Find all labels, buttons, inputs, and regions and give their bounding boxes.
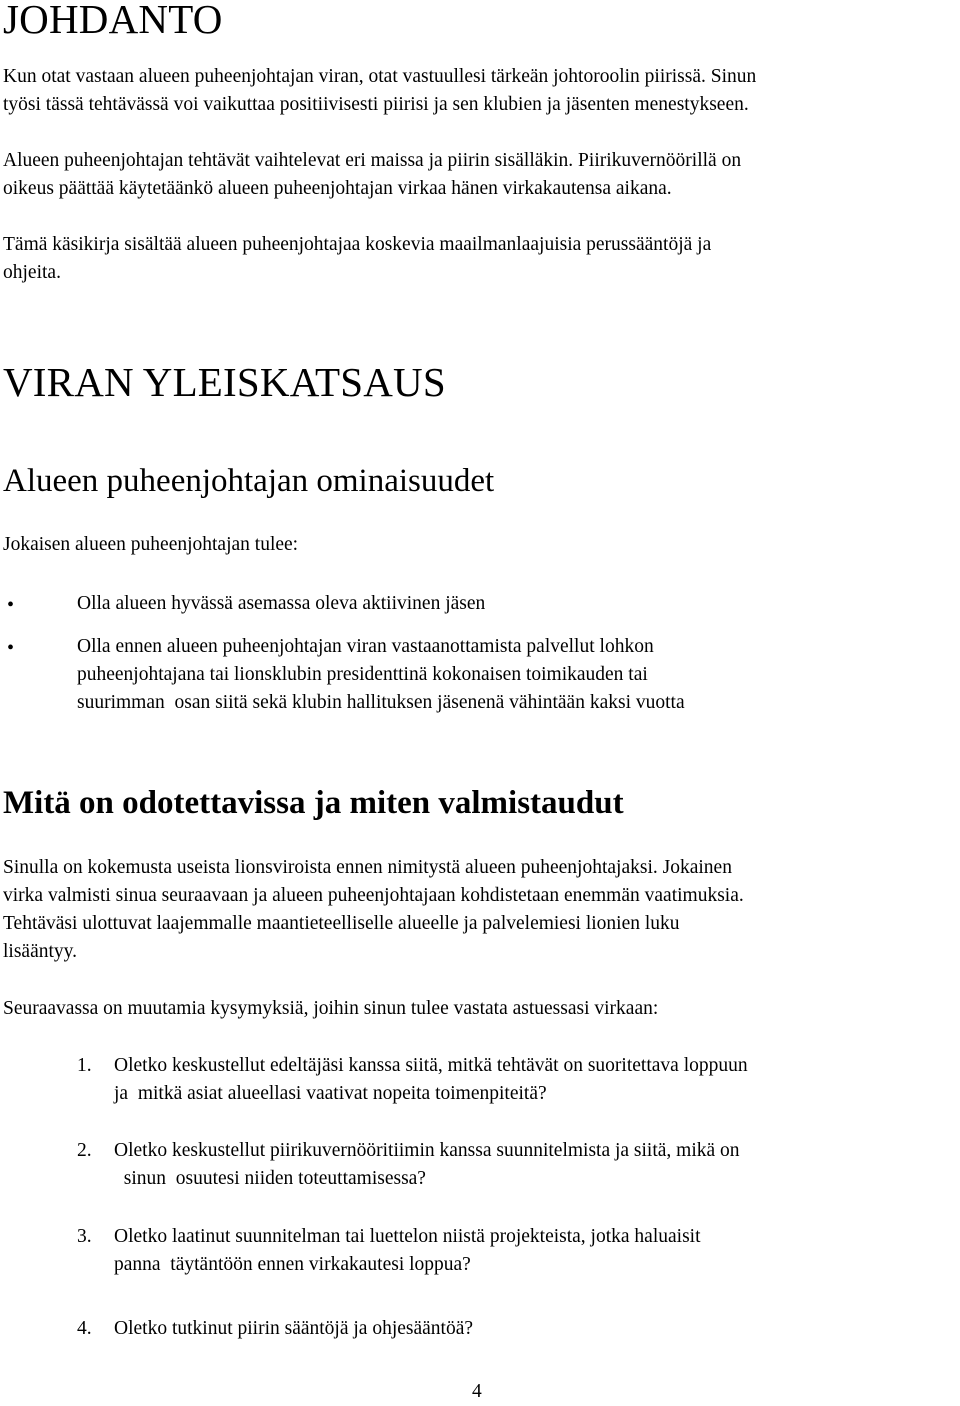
question-3-line-2: panna täytäntöön ennen virkakautesi loppua? — [114, 1254, 471, 1275]
intro-paragraph-3-line-2: ohjeita. — [3, 262, 61, 283]
subsection-heading-expectations: Mitä on odotettavissa ja miten valmistaudut — [3, 785, 624, 821]
question-2-line-2: sinun osuutesi niiden toteuttamisessa? — [114, 1168, 426, 1189]
intro-paragraph-1-line-2: työsi tässä tehtävässä voi vaikuttaa positiivisesti piirisi ja sen klubien ja jäsenten menestykseen. — [3, 94, 749, 115]
bullet-item-2-line-1: Olla ennen alueen puheenjohtajan viran vastaanottamista palvellut lohkon — [77, 636, 654, 657]
intro-paragraph-2-line-1: Alueen puheenjohtajan tehtävät vaihtelevat eri maissa ja piirin sisälläkin. Piirikuvernöörillä on — [3, 150, 742, 171]
expectations-paragraph-line-1: Sinulla on kokemusta useista lionsviroista ennen nimitystä alueen puheenjohtajaksi. Jokainen — [3, 857, 732, 878]
questions-lead: Seuraavassa on muutamia kysymyksiä, joihin sinun tulee vastata astuessasi virkaan: — [3, 998, 659, 1019]
expectations-paragraph-line-4: lisääntyy. — [3, 941, 78, 962]
bullet-item-1-line-1: Olla alueen hyvässä asemassa oleva aktiivinen jäsen — [77, 593, 486, 614]
question-number: 3. — [77, 1226, 92, 1247]
section-title-overview: VIRAN YLEISKATSAUS — [3, 359, 446, 405]
intro-paragraph-2-line-2: oikeus päättää käytetäänkö alueen puheenjohtajan virkaa hänen virkakautensa aikana. — [3, 178, 672, 199]
subsection-heading-qualities: Alueen puheenjohtajan ominaisuudet — [3, 463, 495, 499]
bullet-item-2-line-3: suurimman osan siitä sekä klubin hallituksen jäsenenä vähintään kaksi vuotta — [77, 692, 685, 713]
intro-paragraph-3-line-1: Tämä käsikirja sisältää alueen puheenjohtajaa koskevia maailmanlaajuisia perussääntöjä ja — [3, 234, 712, 255]
page-number: 4 — [472, 1381, 482, 1402]
question-number: 1. — [77, 1055, 92, 1076]
expectations-paragraph-line-3: Tehtäväsi ulottuvat laajemmalle maantieteelliselle alueelle ja palvelemiesi lionien luku — [3, 913, 680, 934]
bullet-icon: • — [7, 637, 15, 659]
intro-paragraph-1-line-1: Kun otat vastaan alueen puheenjohtajan viran, otat vastuullesi tärkeän johtoroolin piirissä. Sinun — [3, 66, 757, 87]
question-number: 2. — [77, 1140, 92, 1161]
question-3-line-1: Oletko laatinut suunnitelman tai luettelon niistä projekteista, jotka haluaisit — [114, 1226, 701, 1247]
qualities-lead: Jokaisen alueen puheenjohtajan tulee: — [3, 534, 299, 555]
question-number: 4. — [77, 1318, 92, 1339]
question-1-line-1: Oletko keskustellut edeltäjäsi kanssa siitä, mitkä tehtävät on suoritettava loppuun — [114, 1055, 748, 1076]
bullet-item-2-line-2: puheenjohtajana tai lionsklubin presidenttinä kokonaisen toimikauden tai — [77, 664, 648, 685]
bullet-icon: • — [7, 594, 15, 616]
question-4-line-1: Oletko tutkinut piirin sääntöjä ja ohjesääntöä? — [114, 1318, 474, 1339]
expectations-paragraph-line-2: virka valmisti sinua seuraavaan ja alueen puheenjohtajaan kohdistetaan enemmän vaatimuksia. — [3, 885, 744, 906]
question-1-line-2: ja mitkä asiat alueellasi vaativat nopeita toimenpiteitä? — [114, 1083, 547, 1104]
question-2-line-1: Oletko keskustellut piirikuvernööritiimin kanssa suunnitelmista ja siitä, mikä on — [114, 1140, 740, 1161]
page-title: JOHDANTO — [3, 0, 223, 42]
